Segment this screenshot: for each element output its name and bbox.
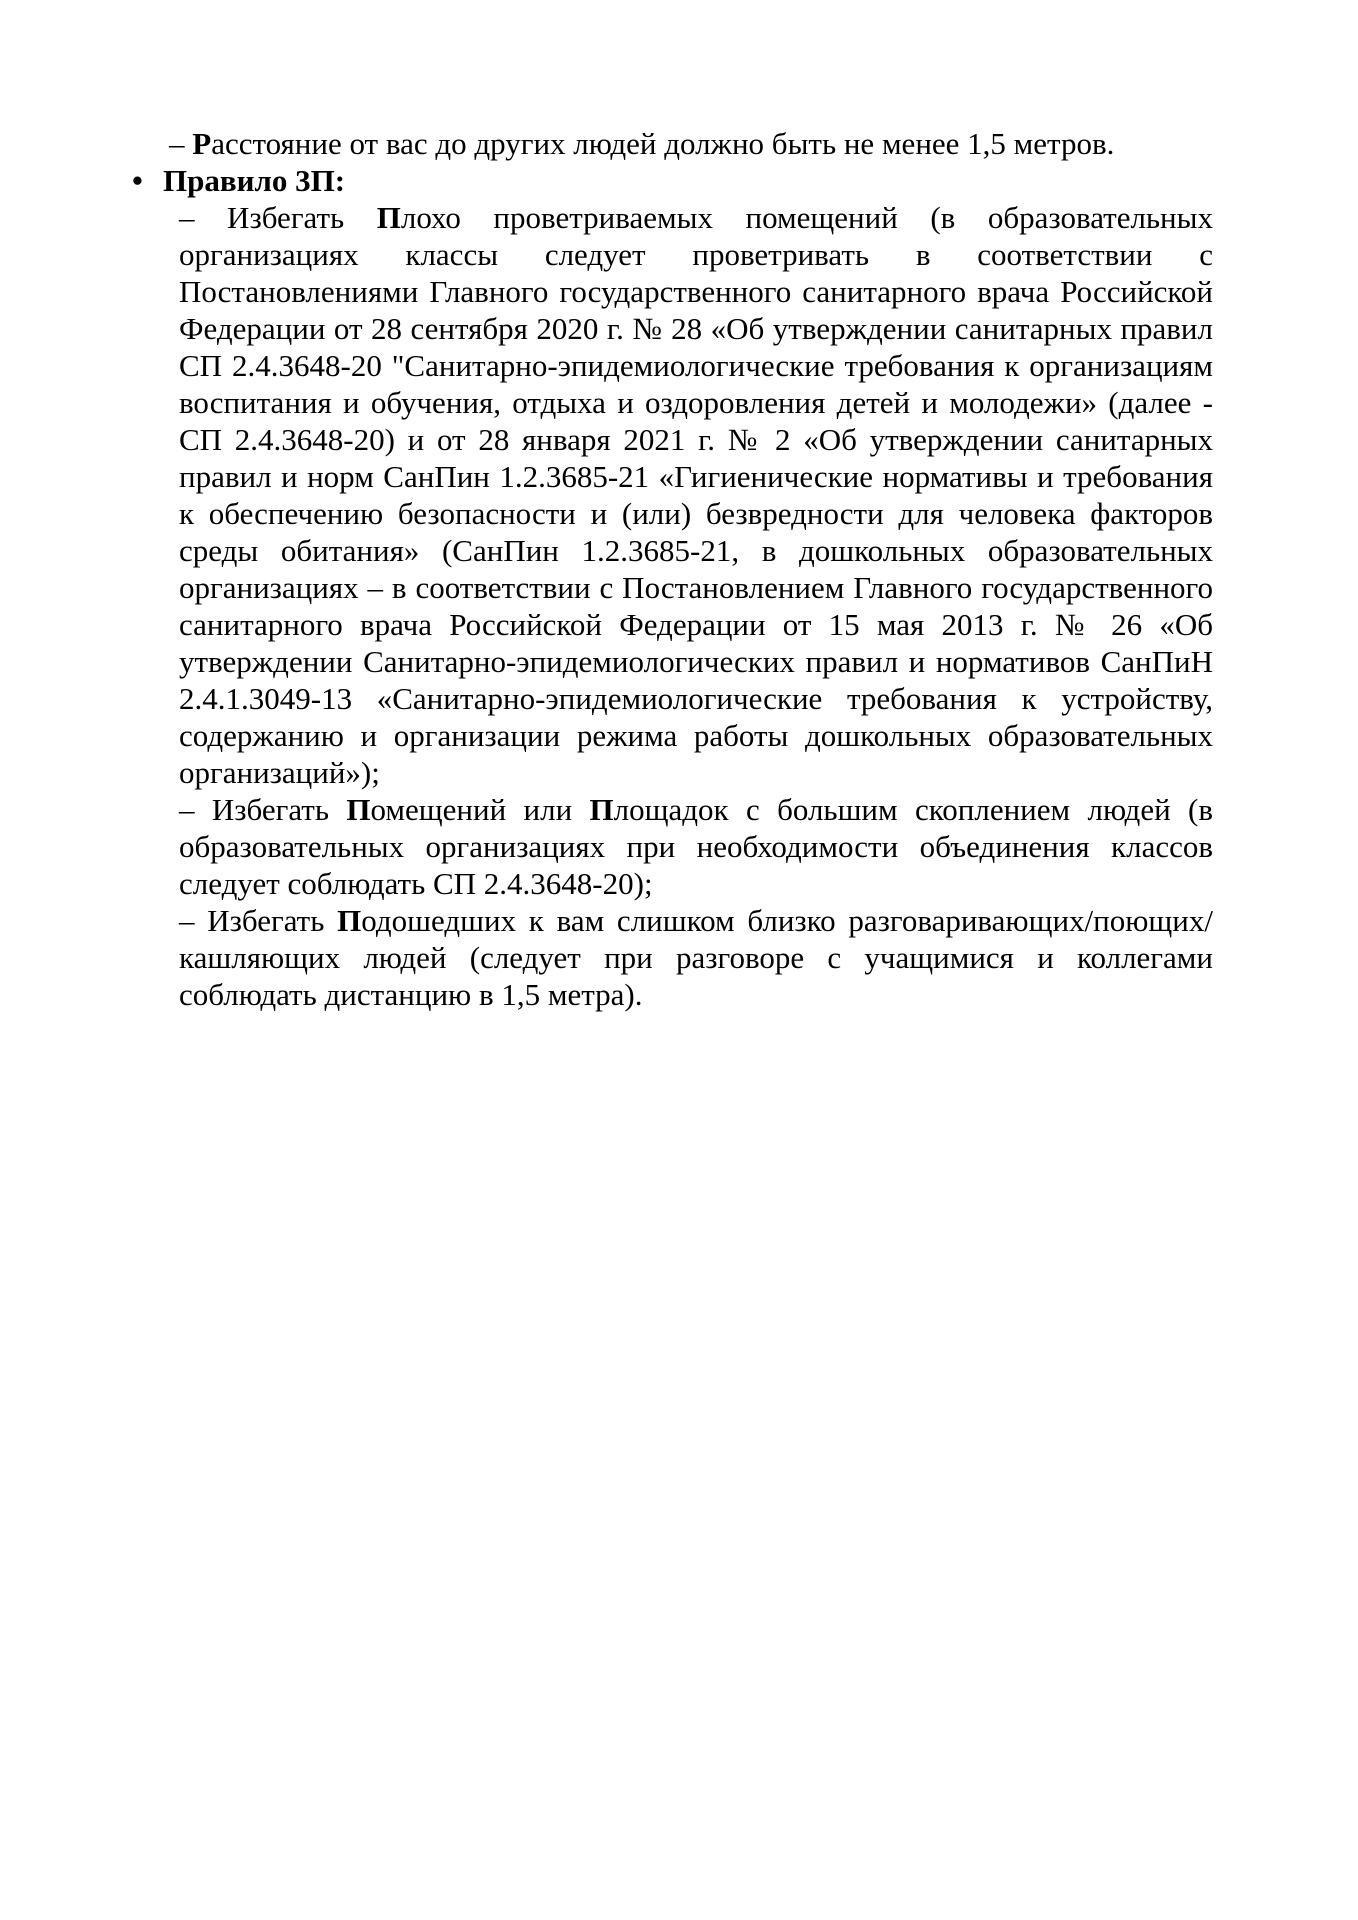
paragraph-segment: одошедших к вам слишком близко разговаривающих/поющих/кашляющих людей (следует при разговоре с учащимися и коллегами соблюдать дистанцию в 1,5 метра). bbox=[179, 903, 1213, 1012]
distance-rule-text: асстояние от вас до других людей должно быть не менее 1,5 метров. bbox=[211, 126, 1115, 161]
paragraph-segment-bold: П bbox=[376, 200, 401, 235]
dash-prefix: – bbox=[169, 126, 193, 161]
distance-rule-bold-letter: Р bbox=[192, 126, 212, 161]
paragraph-segment: лощадок с большим скоплением людей (в образовательных организациях при необходимости объединения классов следует соблюдать СП 2.4.3648-20); bbox=[179, 792, 1213, 901]
paragraph-segment: омещений или bbox=[370, 792, 590, 827]
rule-3p-title: Правило 3П: bbox=[163, 163, 346, 198]
bullet-icon: • bbox=[132, 163, 143, 198]
paragraph-avoid-close-people bbox=[179, 902, 1213, 1013]
paragraph-segment: – Избегать bbox=[179, 200, 377, 235]
distance-rule-line bbox=[169, 125, 1218, 162]
paragraph-segment: – Избегать bbox=[179, 903, 338, 938]
rule-3p-bullet-item bbox=[132, 162, 1358, 199]
paragraph-segment-bold: П bbox=[589, 792, 614, 827]
paragraph-segment: лохо проветриваемых помещений (в образовательных организациях классы следует проветривать в соответствии с Постановлениями Главного государственного санитарного врача Российской Федерации от 28 сентября 2020 г. № 28 «Об утверждении санитарных правил СП 2.4.3648-20 "Санитарно-эпидемиологические требования к организациям воспитания и обучения, отдыха и оздоровления детей и молодежи» (далее - СП 2.4.3648-20) и от 28 января 2021 г. № 2 «Об утверждении санитарных правил и норм СанПин 1.2.3685-21 «Гигиенические нормативы и требования к обеспечению безопасности и (или) безвредности для человека факторов среды обитания» (СанПин 1.2.3685-21, в дошкольных образовательных организациях – в соответствии с Постановлением Главного государственного санитарного врача Российской Федерации от 15 мая 2013 г. № 26 «Об утверждении Санитарно-эпидемиологических правил и нормативов СанПиН 2.4.1.3049-13 «Санитарно-эпидемиологические требования к устройству, содержанию и организации режима работы дошкольных образовательных организаций»); bbox=[179, 200, 1213, 790]
paragraph-segment-bold: П bbox=[346, 792, 371, 827]
document-content bbox=[0, 125, 1358, 1013]
paragraph-avoid-poorly-ventilated bbox=[179, 199, 1213, 791]
paragraph-avoid-crowded bbox=[179, 791, 1213, 902]
paragraph-segment: – Избегать bbox=[179, 792, 347, 827]
paragraph-segment-bold: П bbox=[337, 903, 362, 938]
